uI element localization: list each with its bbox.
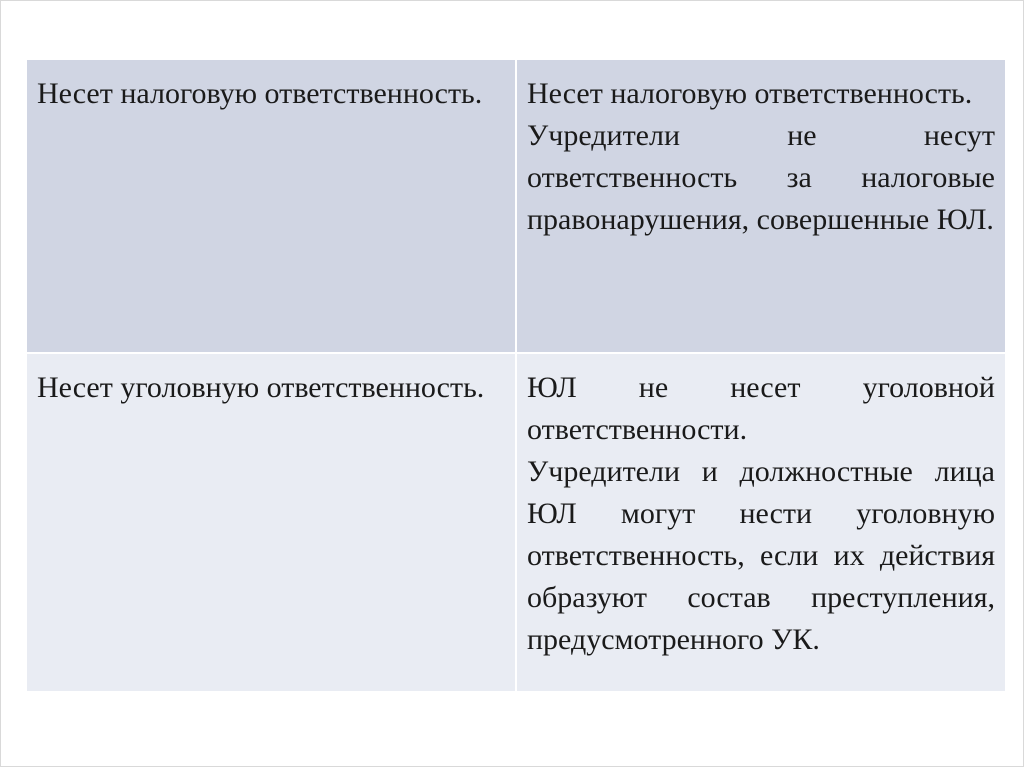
cell-text: Учредители и должностные лица ЮЛ могут нести уголовную ответственность, если их действия образуют состав преступления, предусмотренного УК.: [527, 455, 995, 656]
cell-text: Несет уголовную ответственность.: [37, 371, 485, 404]
cell-text: Учредители не несут ответственность за налоговые правонарушения, совершенные ЮЛ.: [527, 119, 995, 236]
comparison-table: [27, 60, 1005, 691]
cell-tax-right: [516, 60, 1005, 353]
cell-criminal-right: [516, 353, 1005, 691]
cell-criminal-left: [27, 353, 516, 691]
cell-text: Несет налоговую ответственность.: [527, 77, 973, 110]
table-row-tax-liability: [27, 60, 1005, 353]
cell-tax-left: [27, 60, 516, 353]
table-row-criminal-liability: [27, 353, 1005, 691]
cell-text: ЮЛ не несет уголовной ответственности.: [527, 371, 995, 446]
cell-text: Несет налоговую ответственность.: [37, 77, 483, 110]
